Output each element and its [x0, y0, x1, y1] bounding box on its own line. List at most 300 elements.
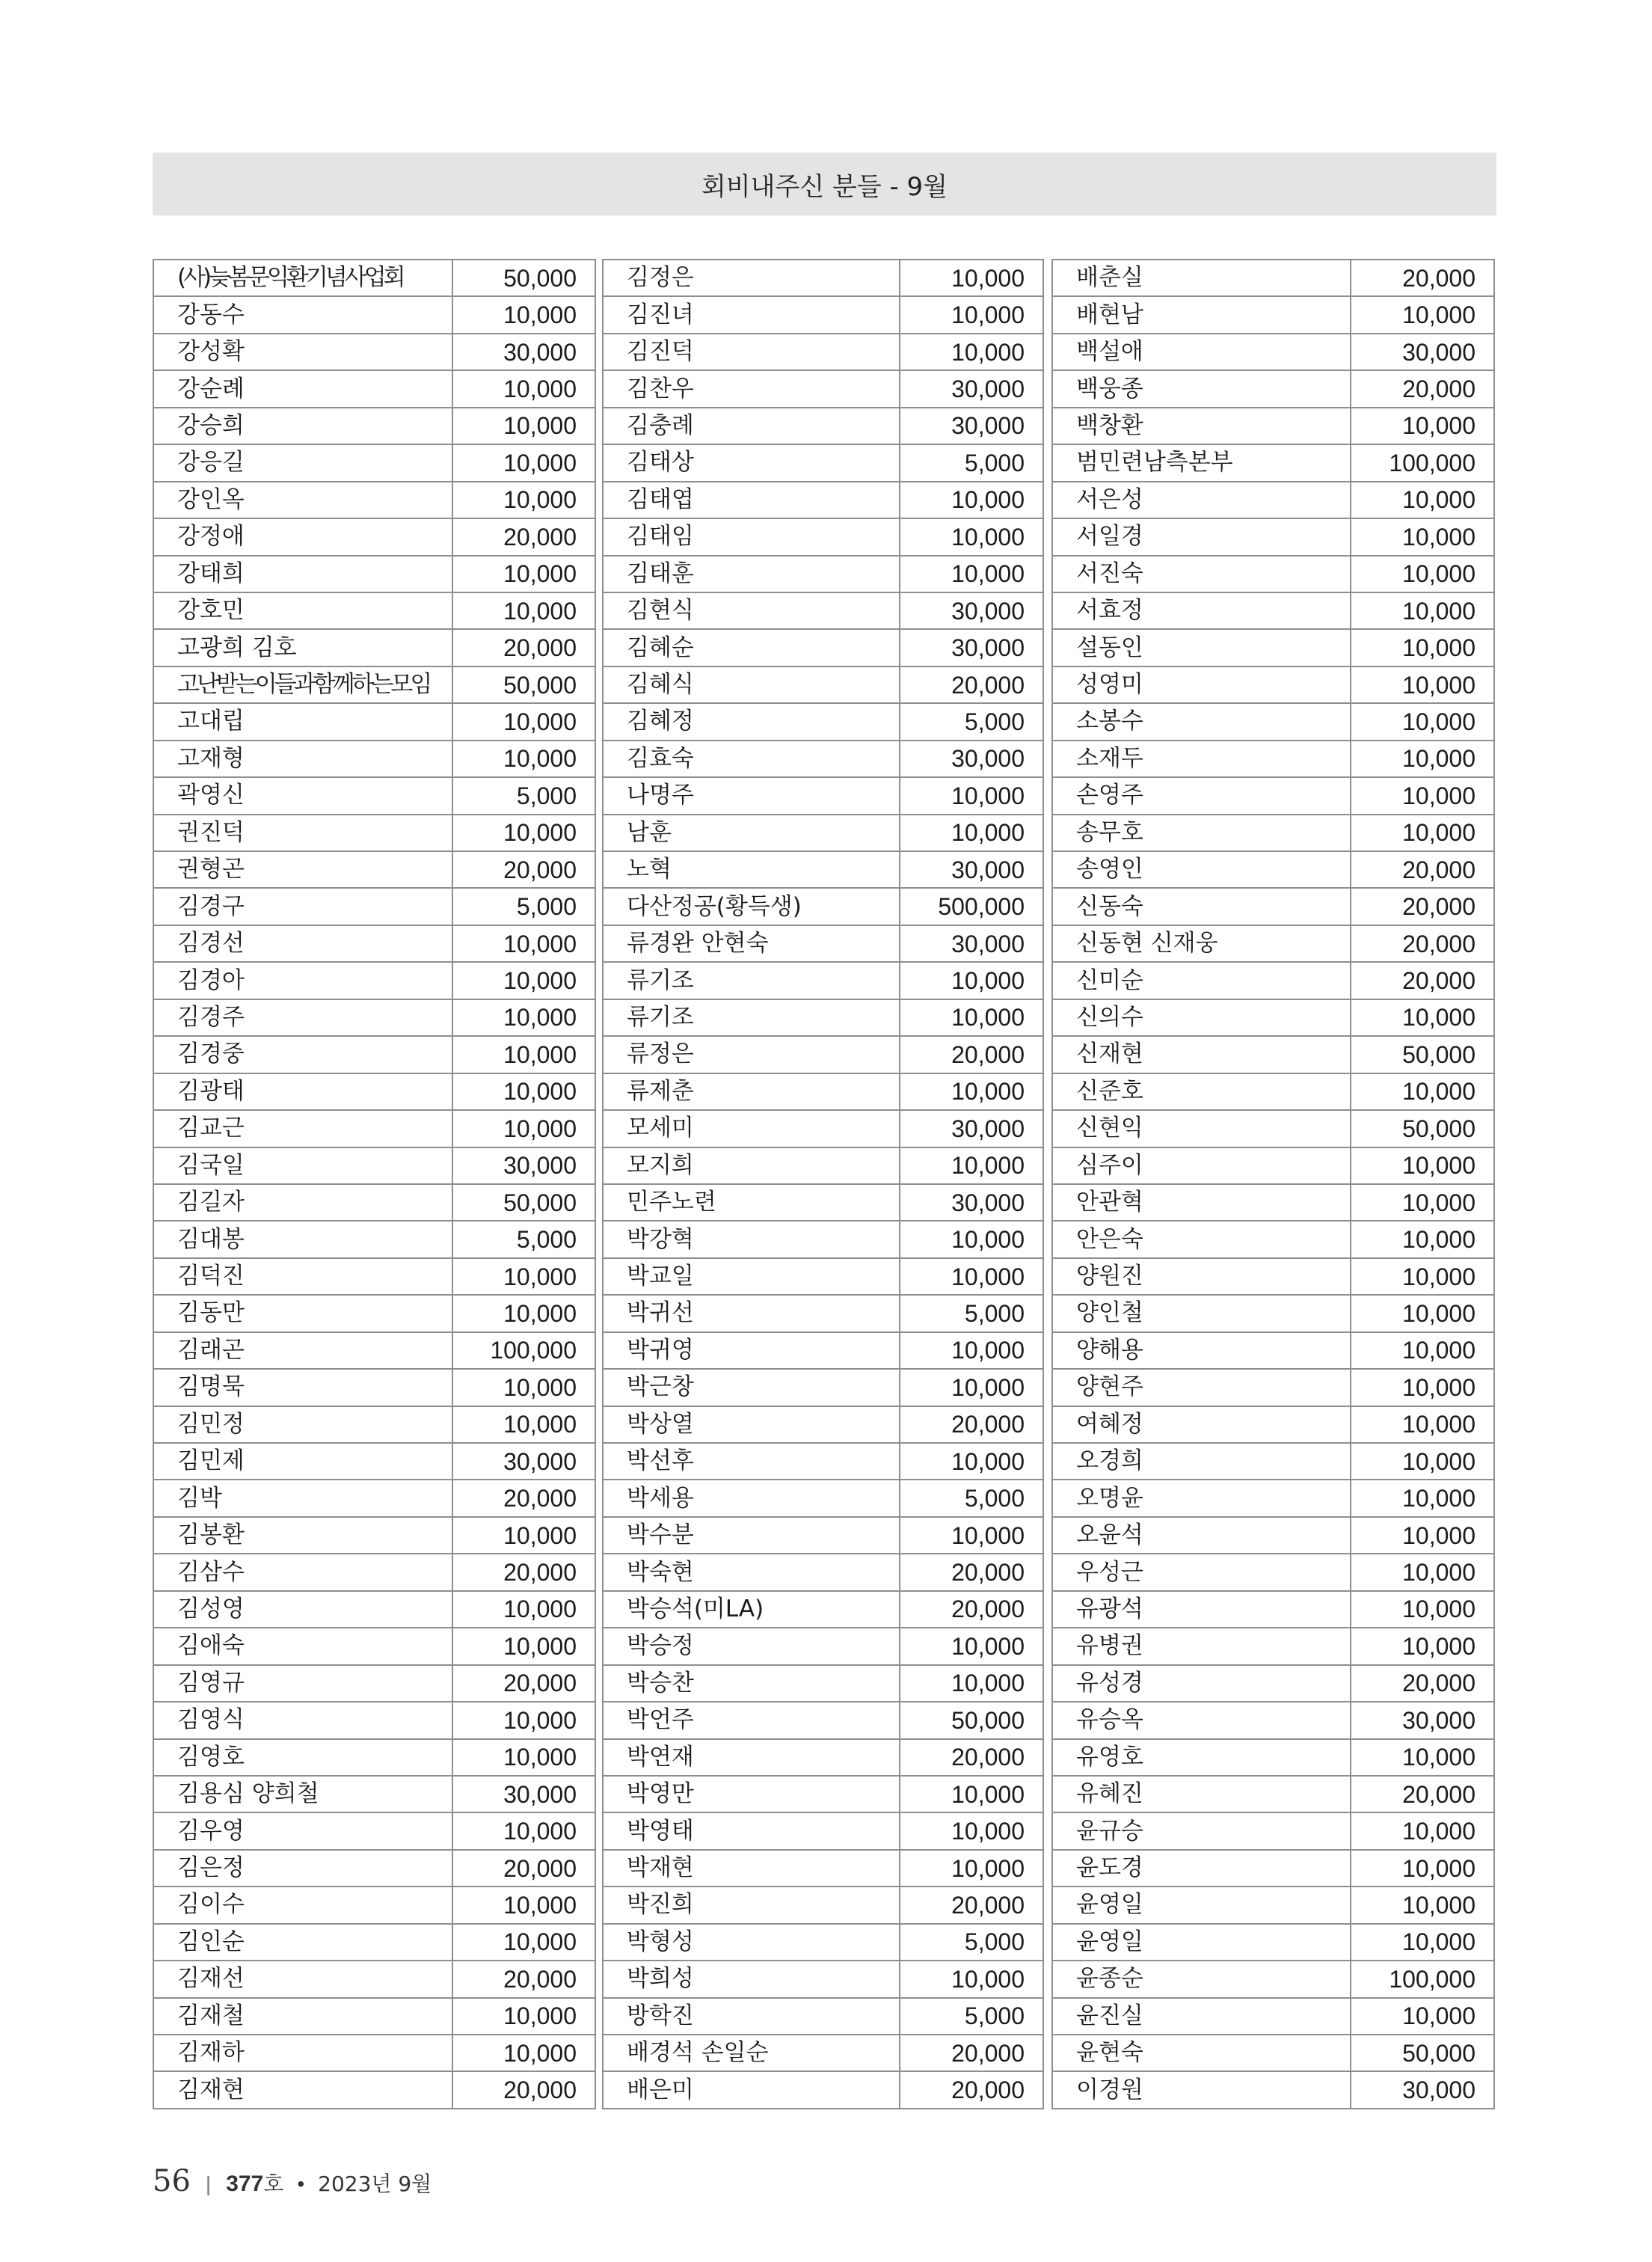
donor-amount: 10,000 — [1351, 518, 1494, 555]
donor-name: (사)늦봄문익환기념사업회 — [153, 260, 452, 296]
donor-name: 남훈 — [603, 815, 900, 851]
donor-name: 박재현 — [603, 1850, 900, 1886]
donor-name: 김광태 — [153, 1073, 452, 1110]
donor-name: 방학진 — [603, 1998, 900, 2035]
donor-amount: 10,000 — [1351, 296, 1494, 333]
donor-name: 김찬우 — [603, 370, 900, 407]
donor-amount: 30,000 — [900, 851, 1043, 888]
donor-row — [603, 1591, 1043, 1628]
donor-name: 박교일 — [603, 1258, 900, 1295]
donor-row — [1052, 1221, 1494, 1257]
donor-row — [603, 1961, 1043, 1997]
donor-row — [153, 1924, 595, 1961]
donor-amount: 30,000 — [1351, 1702, 1494, 1738]
donor-amount: 5,000 — [900, 1924, 1043, 1961]
donor-name: 박승정 — [603, 1628, 900, 1664]
donor-table-1 — [153, 259, 596, 2109]
donor-row — [603, 260, 1043, 296]
donor-name: 김덕진 — [153, 1258, 452, 1295]
issue-date: 2023년 9월 — [318, 2171, 432, 2196]
donor-amount: 30,000 — [900, 592, 1043, 629]
donor-name: 김민제 — [153, 1443, 452, 1480]
donor-amount: 10,000 — [1351, 1295, 1494, 1331]
page-title: 회비내주신 분들 - 9월 — [153, 153, 1496, 215]
donor-amount: 10,000 — [1351, 1443, 1494, 1480]
donor-amount: 10,000 — [900, 815, 1043, 851]
donor-name: 윤영일 — [1052, 1924, 1351, 1961]
donor-row — [603, 1147, 1043, 1184]
donor-name: 강인옥 — [153, 482, 452, 518]
donor-amount: 10,000 — [900, 556, 1043, 592]
donor-amount: 30,000 — [900, 408, 1043, 444]
donor-row — [1052, 592, 1494, 629]
donor-row — [603, 962, 1043, 999]
donor-row — [153, 592, 595, 629]
donor-row — [603, 1554, 1043, 1590]
donor-row — [603, 556, 1043, 592]
donor-amount: 20,000 — [452, 2071, 595, 2108]
donor-amount: 10,000 — [452, 1369, 595, 1406]
donor-row — [603, 408, 1043, 444]
donor-name: 김박 — [153, 1480, 452, 1516]
donor-row — [603, 1998, 1043, 2035]
donor-amount: 10,000 — [1351, 815, 1494, 851]
donor-name: 유혜진 — [1052, 1776, 1351, 1812]
donor-name: 강응길 — [153, 444, 452, 481]
donor-amount: 10,000 — [900, 1776, 1043, 1812]
donor-name: 유병권 — [1052, 1628, 1351, 1664]
donor-row — [603, 1886, 1043, 1923]
donor-amount: 50,000 — [452, 260, 595, 296]
donor-name: 모세미 — [603, 1110, 900, 1147]
donor-name: 강정애 — [153, 518, 452, 555]
donor-row — [603, 1776, 1043, 1812]
donor-name: 박수분 — [603, 1517, 900, 1554]
donor-name: 유승옥 — [1052, 1702, 1351, 1738]
donor-row — [1052, 1628, 1494, 1664]
donor-name: 백설애 — [1052, 334, 1351, 370]
donor-name: 양현주 — [1052, 1369, 1351, 1406]
donor-amount: 20,000 — [452, 1554, 595, 1590]
donor-row — [603, 1443, 1043, 1480]
donor-row — [153, 888, 595, 925]
donor-name: 김태상 — [603, 444, 900, 481]
donor-amount: 10,000 — [1351, 408, 1494, 444]
donor-name: 박귀영 — [603, 1332, 900, 1369]
donor-amount: 30,000 — [900, 1184, 1043, 1221]
donor-name: 신동현 신재웅 — [1052, 925, 1351, 962]
donor-amount: 20,000 — [900, 2071, 1043, 2108]
donor-name: 나명주 — [603, 777, 900, 814]
donor-name: 양해용 — [1052, 1332, 1351, 1369]
donor-row — [1052, 260, 1494, 296]
donor-name: 박승찬 — [603, 1665, 900, 1702]
donor-name: 김영호 — [153, 1739, 452, 1776]
donor-row — [153, 1332, 595, 1369]
donor-amount: 10,000 — [452, 1998, 595, 2035]
donor-amount: 10,000 — [452, 444, 595, 481]
donor-name: 양인철 — [1052, 1295, 1351, 1331]
donor-amount: 10,000 — [452, 999, 595, 1036]
donor-name: 김재선 — [153, 1961, 452, 1997]
donor-name: 강승희 — [153, 408, 452, 444]
donor-row — [603, 1480, 1043, 1516]
donor-amount: 10,000 — [1351, 741, 1494, 777]
donor-name: 강호민 — [153, 592, 452, 629]
donor-row — [603, 851, 1043, 888]
donor-name: 김민정 — [153, 1406, 452, 1443]
donor-name: 우성근 — [1052, 1554, 1351, 1590]
donor-amount: 30,000 — [452, 334, 595, 370]
donor-row — [153, 1073, 595, 1110]
donor-amount: 10,000 — [900, 1147, 1043, 1184]
donor-amount: 20,000 — [1351, 851, 1494, 888]
donor-amount: 20,000 — [452, 1961, 595, 1997]
donor-amount: 10,000 — [900, 1221, 1043, 1257]
donor-row — [1052, 1406, 1494, 1443]
donor-amount: 5,000 — [900, 444, 1043, 481]
donor-row — [603, 1369, 1043, 1406]
donor-row — [153, 629, 595, 666]
donor-name: 김이수 — [153, 1886, 452, 1923]
donor-row — [153, 482, 595, 518]
donor-amount: 20,000 — [900, 1406, 1043, 1443]
donor-amount: 10,000 — [452, 1924, 595, 1961]
donor-name: 윤도경 — [1052, 1850, 1351, 1886]
donor-name: 김인순 — [153, 1924, 452, 1961]
donor-amount: 10,000 — [1351, 556, 1494, 592]
donor-row — [603, 518, 1043, 555]
donor-row — [153, 1554, 595, 1590]
donor-row — [603, 592, 1043, 629]
donor-amount: 10,000 — [900, 962, 1043, 999]
donor-name: 김효숙 — [603, 741, 900, 777]
donor-amount: 10,000 — [900, 296, 1043, 333]
donor-amount: 10,000 — [1351, 629, 1494, 666]
donor-row — [153, 1443, 595, 1480]
donor-name: 김재현 — [153, 2071, 452, 2108]
donor-name: 박언주 — [603, 1702, 900, 1738]
donor-amount: 10,000 — [900, 260, 1043, 296]
donor-row — [153, 1036, 595, 1073]
page-footer — [153, 2164, 432, 2201]
donor-row — [1052, 334, 1494, 370]
donor-name: 소봉수 — [1052, 703, 1351, 740]
donor-amount: 10,000 — [1351, 1480, 1494, 1516]
donor-name: 박숙현 — [603, 1554, 900, 1590]
donor-amount: 10,000 — [452, 925, 595, 962]
donor-amount: 10,000 — [452, 815, 595, 851]
donor-name: 김은정 — [153, 1850, 452, 1886]
donor-amount: 10,000 — [1351, 666, 1494, 703]
donor-amount: 10,000 — [452, 1739, 595, 1776]
donor-name: 배현남 — [1052, 296, 1351, 333]
donor-name: 김재철 — [153, 1998, 452, 2035]
donor-row — [603, 370, 1043, 407]
donor-name: 박근창 — [603, 1369, 900, 1406]
donor-name: 김국일 — [153, 1147, 452, 1184]
donor-row — [1052, 1886, 1494, 1923]
donor-row — [1052, 1147, 1494, 1184]
donor-row — [153, 1850, 595, 1886]
donor-row — [153, 851, 595, 888]
donor-amount: 10,000 — [452, 1886, 595, 1923]
donor-row — [153, 334, 595, 370]
donor-row — [153, 2035, 595, 2071]
donor-name: 김현식 — [603, 592, 900, 629]
donor-amount: 30,000 — [900, 1110, 1043, 1147]
donor-row — [1052, 2071, 1494, 2108]
donor-row — [153, 408, 595, 444]
donor-name: 박귀선 — [603, 1295, 900, 1331]
donor-amount: 20,000 — [452, 518, 595, 555]
donor-amount: 20,000 — [452, 1850, 595, 1886]
donor-name: 박진희 — [603, 1886, 900, 1923]
donor-name: 신준호 — [1052, 1073, 1351, 1110]
issue-suffix: 호 — [263, 2171, 284, 2196]
donor-amount: 20,000 — [900, 1739, 1043, 1776]
donor-row — [603, 1406, 1043, 1443]
donor-row — [603, 1702, 1043, 1738]
donor-row — [1052, 518, 1494, 555]
donor-amount: 10,000 — [1351, 999, 1494, 1036]
donor-name: 김경선 — [153, 925, 452, 962]
donor-row — [153, 741, 595, 777]
donor-row — [153, 296, 595, 333]
donor-name: 송무호 — [1052, 815, 1351, 851]
donor-amount: 10,000 — [900, 334, 1043, 370]
donor-name: 오윤석 — [1052, 1517, 1351, 1554]
donor-row — [1052, 1332, 1494, 1369]
donor-name: 강성확 — [153, 334, 452, 370]
donor-amount: 5,000 — [452, 888, 595, 925]
donor-name: 김삼수 — [153, 1554, 452, 1590]
donor-row — [603, 334, 1043, 370]
donor-amount: 20,000 — [452, 629, 595, 666]
donor-name: 권형곤 — [153, 851, 452, 888]
donor-name: 김태엽 — [603, 482, 900, 518]
donor-amount: 10,000 — [1351, 1517, 1494, 1554]
donor-row — [153, 777, 595, 814]
donor-name: 유광석 — [1052, 1591, 1351, 1628]
donor-amount: 10,000 — [452, 2035, 595, 2071]
donor-amount: 10,000 — [452, 1517, 595, 1554]
donor-name: 윤규승 — [1052, 1812, 1351, 1849]
donor-name: 윤영일 — [1052, 1886, 1351, 1923]
donor-row — [603, 925, 1043, 962]
donor-amount: 10,000 — [1351, 1258, 1494, 1295]
donor-amount: 10,000 — [900, 1850, 1043, 1886]
donor-amount: 10,000 — [1351, 1147, 1494, 1184]
donor-row — [153, 2071, 595, 2108]
donor-amount: 30,000 — [452, 1443, 595, 1480]
donor-amount: 10,000 — [900, 1628, 1043, 1664]
donor-amount: 10,000 — [1351, 1221, 1494, 1257]
donor-name: 김애숙 — [153, 1628, 452, 1664]
donor-amount: 50,000 — [1351, 1036, 1494, 1073]
donor-amount: 5,000 — [452, 1221, 595, 1257]
donor-row — [1052, 925, 1494, 962]
donor-name: 고대립 — [153, 703, 452, 740]
donor-name: 오명윤 — [1052, 1480, 1351, 1516]
donor-row — [153, 444, 595, 481]
donor-amount: 50,000 — [900, 1702, 1043, 1738]
donor-row — [1052, 1702, 1494, 1738]
donor-name: 다산정공(황득생) — [603, 888, 900, 925]
donor-row — [153, 1110, 595, 1147]
donor-amount: 10,000 — [900, 1812, 1043, 1849]
donor-row — [1052, 1739, 1494, 1776]
donor-row — [153, 1886, 595, 1923]
donor-row — [603, 296, 1043, 333]
donor-row — [603, 666, 1043, 703]
donor-row — [1052, 851, 1494, 888]
donor-amount: 100,000 — [1351, 1961, 1494, 1997]
donor-row — [1052, 1517, 1494, 1554]
donor-amount: 10,000 — [1351, 1886, 1494, 1923]
donor-row — [1052, 408, 1494, 444]
donor-row — [1052, 1924, 1494, 1961]
donor-row — [1052, 1036, 1494, 1073]
donor-amount: 30,000 — [452, 1147, 595, 1184]
donor-row — [153, 518, 595, 555]
footer-separator: | — [205, 2172, 212, 2195]
donor-name: 윤진실 — [1052, 1998, 1351, 2035]
donor-row — [1052, 1812, 1494, 1849]
donor-name: 성영미 — [1052, 666, 1351, 703]
donor-row — [1052, 556, 1494, 592]
footer-bullet: • — [297, 2172, 305, 2195]
donor-name: 안관혁 — [1052, 1184, 1351, 1221]
donor-table-3 — [1051, 259, 1495, 2109]
donor-row — [153, 1998, 595, 2035]
donor-row — [1052, 296, 1494, 333]
donor-row — [1052, 1073, 1494, 1110]
donor-name: 강순례 — [153, 370, 452, 407]
donor-amount: 10,000 — [1351, 703, 1494, 740]
donor-amount: 10,000 — [1351, 1073, 1494, 1110]
donor-name: 강동수 — [153, 296, 452, 333]
donor-amount: 10,000 — [900, 1665, 1043, 1702]
donor-name: 여혜정 — [1052, 1406, 1351, 1443]
donor-name: 민주노련 — [603, 1184, 900, 1221]
donor-row — [153, 703, 595, 740]
donor-row — [603, 1739, 1043, 1776]
donor-amount: 20,000 — [1351, 962, 1494, 999]
donor-row — [603, 1665, 1043, 1702]
donor-amount: 30,000 — [1351, 334, 1494, 370]
donor-row — [1052, 777, 1494, 814]
donor-row — [153, 1665, 595, 1702]
donor-name: 서진숙 — [1052, 556, 1351, 592]
donor-row — [153, 556, 595, 592]
donor-amount: 10,000 — [1351, 777, 1494, 814]
donor-amount: 100,000 — [1351, 444, 1494, 481]
donor-amount: 10,000 — [452, 1258, 595, 1295]
donor-row — [153, 925, 595, 962]
donor-amount: 30,000 — [900, 741, 1043, 777]
donor-name: 김길자 — [153, 1184, 452, 1221]
donor-amount: 20,000 — [900, 1036, 1043, 1073]
donor-name: 박선후 — [603, 1443, 900, 1480]
donor-row — [1052, 741, 1494, 777]
donor-name: 윤종순 — [1052, 1961, 1351, 1997]
donor-name: 류기조 — [603, 962, 900, 999]
donor-row — [603, 1850, 1043, 1886]
donor-row — [603, 1812, 1043, 1849]
donor-row — [153, 1776, 595, 1812]
donor-name: 박강혁 — [603, 1221, 900, 1257]
donor-name: 신미순 — [1052, 962, 1351, 999]
donor-name: 유성경 — [1052, 1665, 1351, 1702]
donor-amount: 10,000 — [452, 1406, 595, 1443]
donor-amount: 10,000 — [900, 1517, 1043, 1554]
donor-row — [153, 962, 595, 999]
donor-amount: 20,000 — [1351, 1665, 1494, 1702]
donor-name: 서효정 — [1052, 592, 1351, 629]
donor-row — [1052, 1258, 1494, 1295]
donor-amount: 10,000 — [452, 741, 595, 777]
donor-row — [1052, 703, 1494, 740]
donor-name: 신현익 — [1052, 1110, 1351, 1147]
donor-row — [1052, 1850, 1494, 1886]
donor-name: 김정은 — [603, 260, 900, 296]
donor-row — [153, 1480, 595, 1516]
donor-name: 이경원 — [1052, 2071, 1351, 2108]
donor-amount: 10,000 — [452, 556, 595, 592]
donor-amount: 10,000 — [452, 370, 595, 407]
donor-row — [153, 1147, 595, 1184]
donor-name: 김진덕 — [603, 334, 900, 370]
donor-name: 배경석 손일순 — [603, 2035, 900, 2071]
donor-row — [603, 2071, 1043, 2108]
donor-name: 김경중 — [153, 1036, 452, 1073]
donor-name: 김경구 — [153, 888, 452, 925]
donor-row — [603, 777, 1043, 814]
donor-amount: 10,000 — [452, 296, 595, 333]
donor-row — [1052, 1961, 1494, 1997]
donor-amount: 30,000 — [900, 370, 1043, 407]
donor-name: 김봉환 — [153, 1517, 452, 1554]
donor-name: 박형성 — [603, 1924, 900, 1961]
donor-name: 김태훈 — [603, 556, 900, 592]
donor-amount: 50,000 — [452, 1184, 595, 1221]
donor-amount: 10,000 — [1351, 1850, 1494, 1886]
donor-amount: 20,000 — [452, 1480, 595, 1516]
donor-amount: 5,000 — [900, 1998, 1043, 2035]
donor-amount: 20,000 — [900, 2035, 1043, 2071]
donor-amount: 10,000 — [1351, 1628, 1494, 1664]
donor-name: 김태임 — [603, 518, 900, 555]
donor-amount: 20,000 — [1351, 260, 1494, 296]
donor-row — [603, 1295, 1043, 1331]
donor-amount: 10,000 — [900, 518, 1043, 555]
donor-name: 권진덕 — [153, 815, 452, 851]
donor-amount: 100,000 — [452, 1332, 595, 1369]
donor-amount: 500,000 — [900, 888, 1043, 925]
donor-row — [153, 1221, 595, 1257]
donor-row — [1052, 1554, 1494, 1590]
donor-amount: 10,000 — [452, 962, 595, 999]
donor-amount: 20,000 — [1351, 888, 1494, 925]
donor-amount: 10,000 — [1351, 592, 1494, 629]
donor-row — [1052, 1369, 1494, 1406]
donor-name: 김재하 — [153, 2035, 452, 2071]
donor-row — [603, 999, 1043, 1036]
donor-amount: 10,000 — [452, 1812, 595, 1849]
donor-row — [1052, 815, 1494, 851]
donor-amount: 20,000 — [900, 1886, 1043, 1923]
